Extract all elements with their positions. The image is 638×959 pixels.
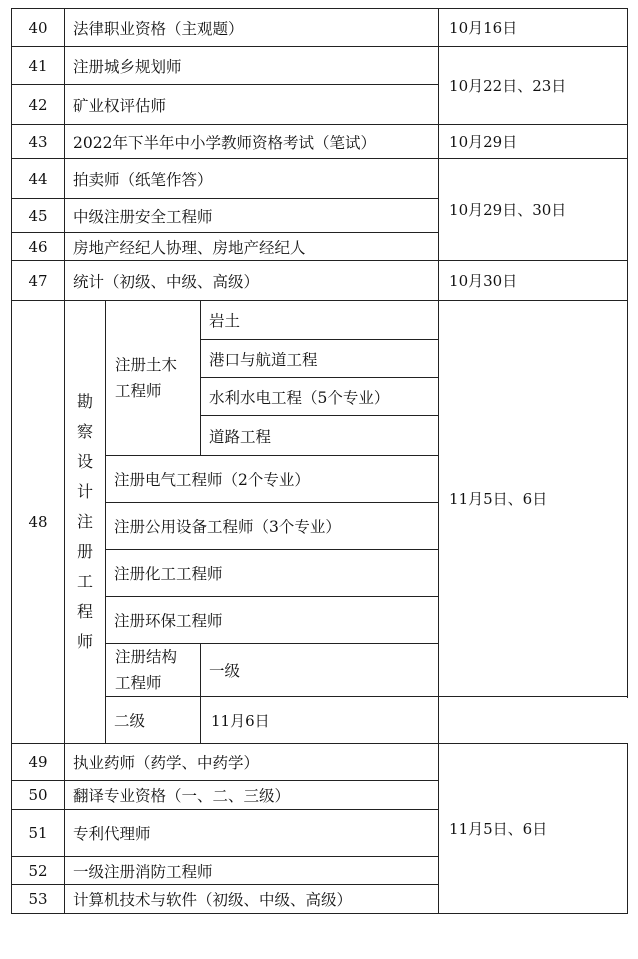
table-row: [12, 125, 628, 159]
exam-name: 矿业权评估师: [65, 85, 439, 125]
group-char: 设: [76, 452, 93, 471]
group-char: 注: [76, 512, 93, 531]
exam-date: 10月16日: [439, 9, 628, 47]
group-char: 程: [76, 602, 93, 621]
exam-date: 10月30日: [439, 261, 628, 301]
exam-date: 10月29日: [439, 125, 628, 159]
exam-name: 计算机技术与软件（初级、中级、高级）: [65, 885, 439, 914]
civil-engineer-label: [106, 301, 201, 456]
label-line: 工程师: [115, 674, 162, 692]
civil-sub-port: 港口与航道工程: [201, 340, 439, 378]
label-line: 注册结构: [115, 648, 178, 666]
table-row: [12, 744, 628, 781]
exam-date: 11月5日、6日: [439, 301, 628, 697]
exam-name: 专利代理师: [65, 810, 439, 857]
row-number: 44: [12, 159, 65, 199]
exam-date: 10月29日、30日: [439, 159, 628, 261]
label-line: 工程师: [115, 382, 162, 400]
structural-level-2: 二级: [106, 697, 201, 744]
exam-name: 注册电气工程师（2个专业）: [106, 456, 439, 503]
row-number: 40: [12, 9, 65, 47]
row-number: 47: [12, 261, 65, 301]
group-label-vertical: [65, 301, 106, 744]
exam-name: 2022年下半年中小学教师资格考试（笔试）: [65, 125, 439, 159]
row-number: 41: [12, 47, 65, 85]
label-line: 注册土木: [115, 356, 178, 374]
exam-name: 执业药师（药学、中药学）: [65, 744, 439, 781]
structural-engineer-label: [106, 644, 201, 697]
row-number: 51: [12, 810, 65, 857]
group-char: 计: [76, 482, 93, 501]
row-number: 52: [12, 857, 65, 885]
civil-sub-road: 道路工程: [201, 416, 439, 456]
group-char: 察: [76, 422, 93, 441]
exam-date: 11月6日: [201, 697, 439, 744]
exam-name: 注册化工工程师: [106, 550, 439, 597]
group-char: 师: [76, 632, 93, 651]
table-row: [12, 301, 628, 340]
exam-date: 11月5日、6日: [439, 744, 628, 914]
table-row: [12, 9, 628, 47]
group-char: 册: [76, 542, 93, 561]
exam-name: 法律职业资格（主观题）: [65, 9, 439, 47]
exam-name: 中级注册安全工程师: [65, 199, 439, 233]
exam-date: 10月22日、23日: [439, 47, 628, 125]
exam-name: 翻译专业资格（一、二、三级）: [65, 781, 439, 810]
row-number: 43: [12, 125, 65, 159]
exam-name: 房地产经纪人协理、房地产经纪人: [65, 233, 439, 261]
exam-name: 拍卖师（纸笔作答）: [65, 159, 439, 199]
structural-level-1: 一级: [201, 644, 439, 697]
exam-name: 注册公用设备工程师（3个专业）: [106, 503, 439, 550]
exam-name: 一级注册消防工程师: [65, 857, 439, 885]
row-number: 53: [12, 885, 65, 914]
civil-sub-hydro: 水利水电工程（5个专业）: [201, 378, 439, 416]
row-number: 49: [12, 744, 65, 781]
group-char: 工: [76, 572, 93, 591]
exam-name: 注册城乡规划师: [65, 47, 439, 85]
row-number: 50: [12, 781, 65, 810]
group-char: 勘: [76, 392, 93, 411]
table-row: [12, 159, 628, 199]
exam-name: 统计（初级、中级、高级）: [65, 261, 439, 301]
row-number: 42: [12, 85, 65, 125]
exam-schedule-table: [11, 8, 628, 914]
row-number: 45: [12, 199, 65, 233]
civil-sub-geotech: 岩土: [201, 301, 439, 340]
row-number: 46: [12, 233, 65, 261]
exam-name: 注册环保工程师: [106, 597, 439, 644]
table-row: [12, 47, 628, 85]
row-number: 48: [12, 301, 65, 744]
table-row: [12, 261, 628, 301]
